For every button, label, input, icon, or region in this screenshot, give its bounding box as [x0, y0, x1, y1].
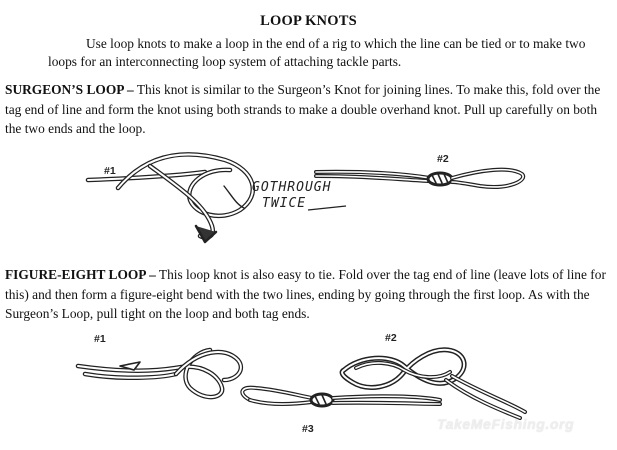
annotation-go-through: GOTHROUGH	[252, 180, 332, 195]
figure-eight-step3-label: #3	[302, 423, 314, 435]
figure-eight-step1-label: #1	[94, 333, 106, 345]
figure-eight-step2-label: #2	[385, 332, 397, 344]
figure-eight-step1-drawing	[78, 350, 241, 397]
figure-eight-step3-drawing	[242, 388, 440, 406]
surgeons-loop-heading: SURGEON’S LOOP –	[5, 82, 134, 97]
surgeons-loop-step1-label: #1	[104, 165, 116, 177]
annotation-twice: TWICE	[262, 196, 307, 211]
page-title: LOOP KNOTS	[260, 13, 357, 29]
figure-eight-step2-drawing	[342, 350, 525, 418]
surgeons-loop-body: This knot is similar to the Surgeon’s Knot for joining lines. To make this, fold over the tag end of line and form the knot using both strands to make a double overhand knot. Pull up carefully on both the two ends and the loop.	[5, 82, 601, 136]
surgeons-loop-step2-label: #2	[437, 153, 449, 165]
intro-paragraph: Use loop knots to make a loop in the end of a rig to which the line can be tied or to make two loops for an interconnecting loop system of attaching tackle parts.	[48, 36, 586, 69]
figure-eight-loop-heading: FIGURE-EIGHT LOOP –	[5, 267, 156, 282]
watermark-logo: TakeMeFishing.org	[437, 416, 575, 432]
figure-eight-loop-body: This loop knot is also easy to tie. Fold over the tag end of line (leave lots of line for this) and then form a figure-eight bend with the two lines, ending by going through the first loop. As with the Surgeon’s Loop, pull tight on the loop and both tag ends.	[5, 267, 606, 321]
